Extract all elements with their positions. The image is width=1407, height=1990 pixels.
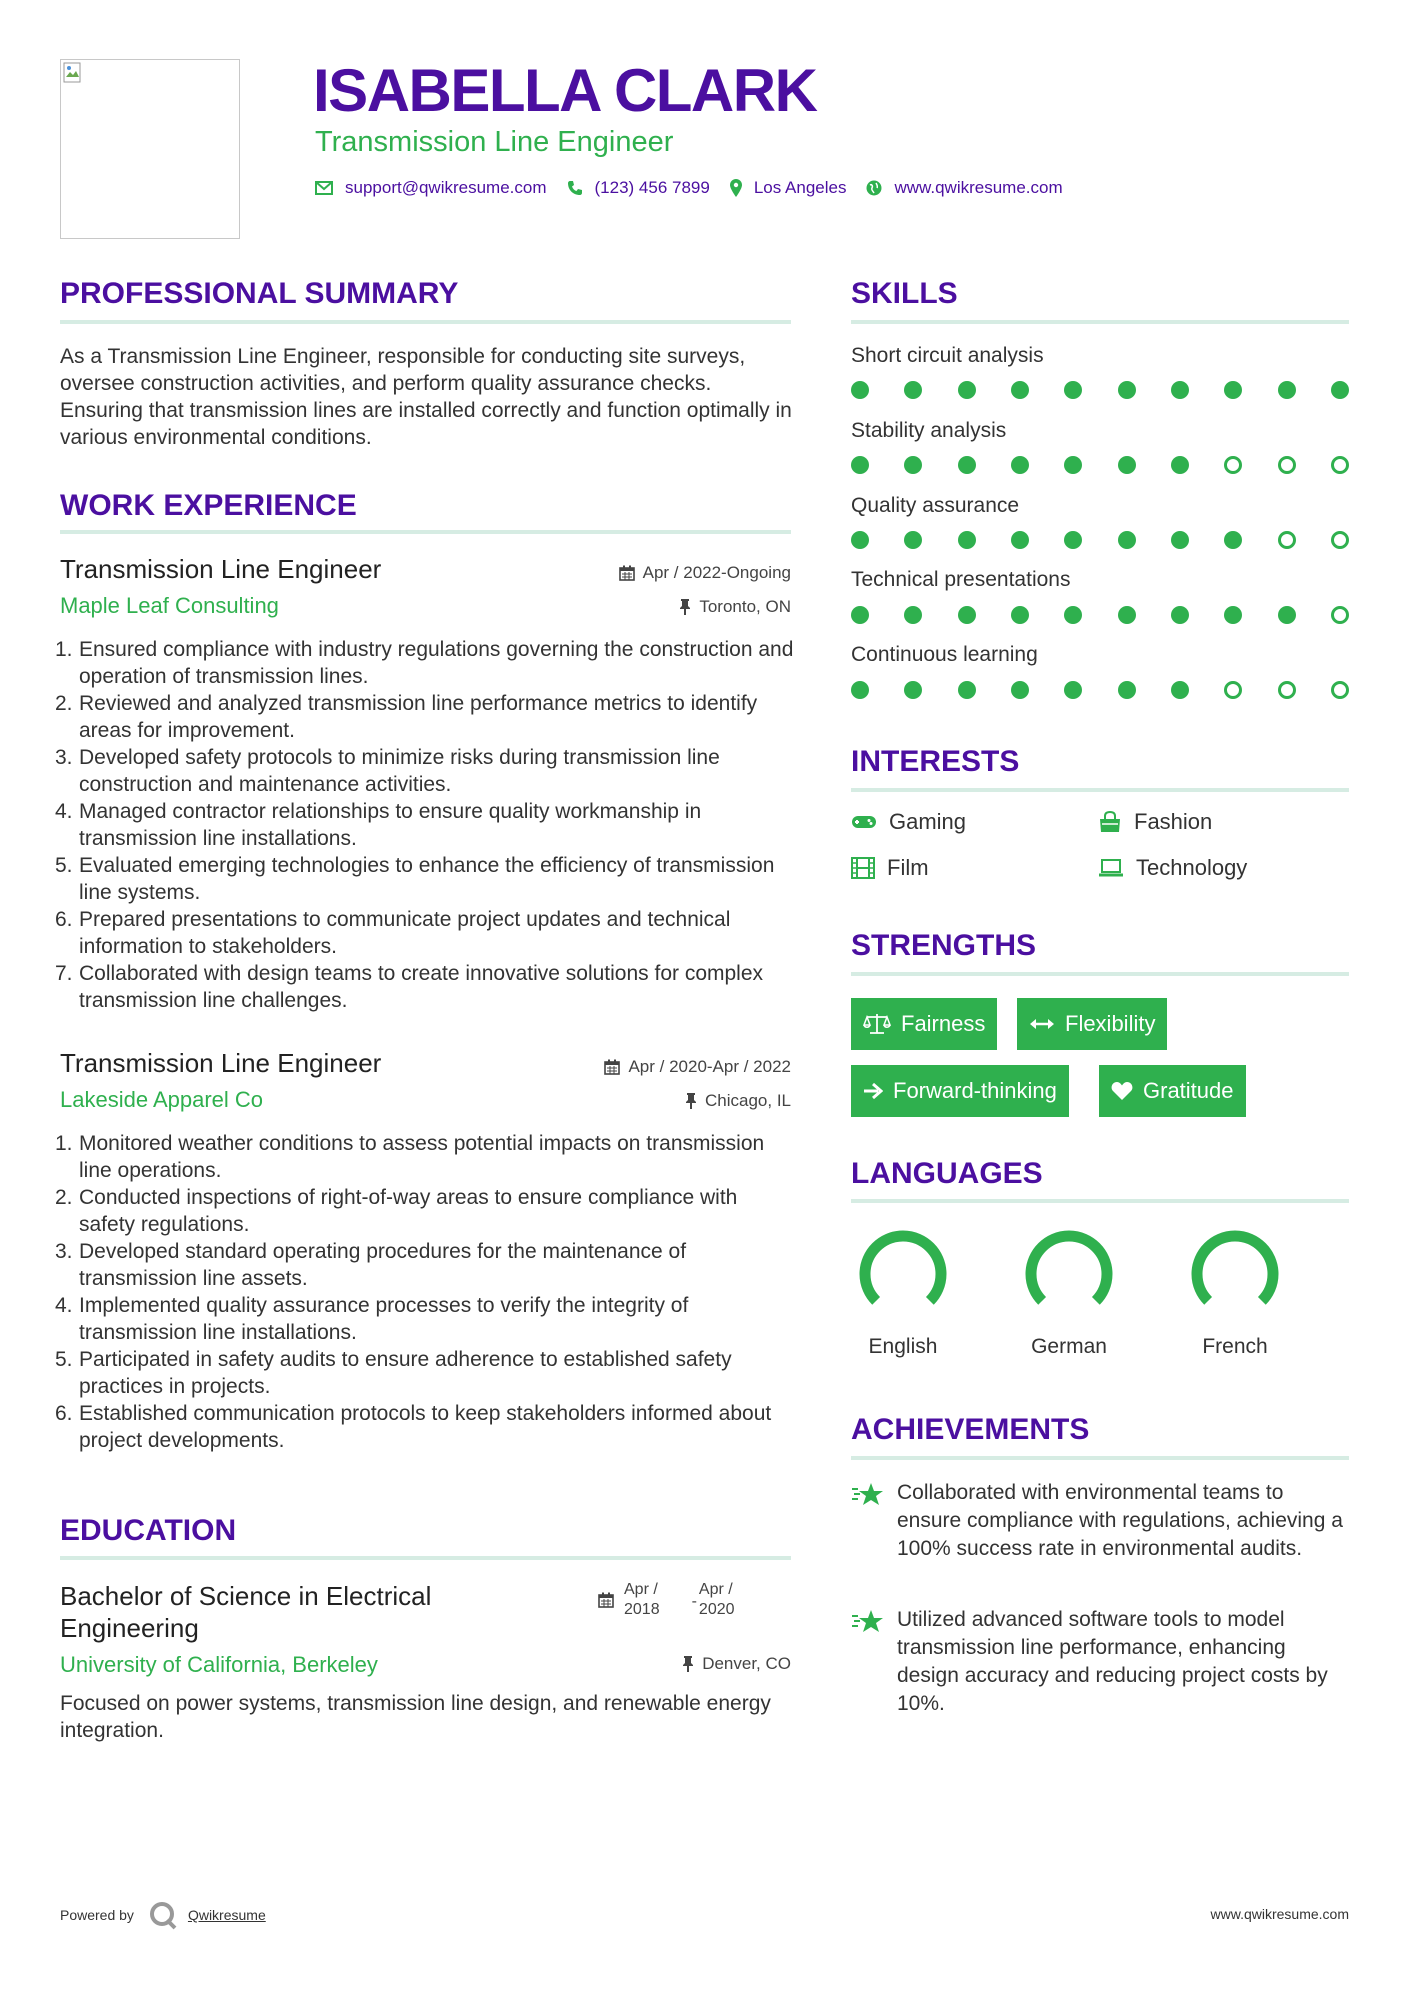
language-ring-arc (1197, 1236, 1273, 1301)
footer-website[interactable]: www.qwikresume.com (1210, 1906, 1349, 1922)
pushpin-icon (679, 599, 691, 615)
calendar-icon (598, 1592, 614, 1608)
job-2-company: Lakeside Apparel Co (60, 1087, 264, 1112)
skill-dot-filled (1011, 531, 1029, 549)
interest-item: Fashion (1098, 808, 1212, 836)
candidate-name: ISABELLA CLARK (313, 57, 817, 124)
list-item: 3. Developed safety protocols to minimize risks during transmission line construction and maintenance activities. (55, 746, 720, 796)
contact-website-text: www.qwikresume.com (894, 178, 1063, 197)
language-name: French (1202, 1335, 1268, 1358)
list-item: 1. Ensured compliance with industry regulations governing the construction and operation of transmission lines. (55, 638, 794, 688)
interests-heading: INTERESTS (851, 745, 1020, 778)
calendar-icon (619, 565, 635, 581)
skill-dot-empty (1331, 531, 1349, 549)
skill-dot-empty (1331, 681, 1349, 699)
strength-badge: Flexibility (1017, 998, 1167, 1050)
skill-dot-filled (1224, 606, 1242, 624)
achievement-item: Collaborated with environmental teams to ensure compliance with regulations, achieving a 100% success rate in environmental audits. (851, 1479, 1351, 1563)
skill-dot-filled (904, 456, 922, 474)
education-date: Apr / 2018 - Apr / 2020 (598, 1580, 735, 1620)
language-ring (1021, 1226, 1117, 1322)
laptop-icon (1098, 859, 1124, 877)
strength-badge: Forward-thinking (851, 1065, 1069, 1117)
envelope-icon (315, 181, 333, 195)
achievements-divider (851, 1456, 1349, 1460)
skill-dot-empty (1331, 606, 1349, 624)
skill-dot-filled (851, 531, 869, 549)
pushpin-icon (682, 1656, 694, 1672)
education-school: University of California, Berkeley (60, 1652, 378, 1677)
education-start: Apr / 2018 (624, 1581, 660, 1618)
education-heading: EDUCATION (60, 1514, 237, 1547)
shopping-bag-icon (1098, 811, 1122, 833)
list-item: 4. Managed contractor relationships to ensure quality workmanship in transmission line installations. (55, 800, 702, 850)
skill-rating (851, 456, 1349, 476)
achievement-item: Utilized advanced software tools to model transmission line performance, enhancing design accuracy and reducing project costs by 10%. (851, 1606, 1351, 1718)
skill-dot-filled (1171, 606, 1189, 624)
list-item: 2. Conducted inspections of right-of-way areas to ensure compliance with safety regulations. (55, 1186, 738, 1236)
summary-divider (60, 320, 791, 324)
job-2-location (685, 1090, 791, 1112)
skill-dot-filled (1064, 381, 1082, 399)
contact-website[interactable] (866, 178, 1062, 198)
skill-dot-filled (904, 381, 922, 399)
education-end: Apr / 2020 (698, 1581, 735, 1618)
skill-dot-filled (958, 606, 976, 624)
skill-dot-empty (1278, 531, 1296, 549)
skill-dot-filled (1118, 531, 1136, 549)
skill-dot-filled (1171, 381, 1189, 399)
language-name: German (1031, 1335, 1107, 1358)
strengths-heading: STRENGTHS (851, 929, 1037, 962)
skill-dot-filled (1171, 456, 1189, 474)
skill-dot-filled (1011, 681, 1029, 699)
skill-dot-filled (1278, 606, 1296, 624)
skill-dot-filled (958, 531, 976, 549)
contact-location-text: Los Angeles (753, 178, 847, 197)
job-1-date (619, 562, 791, 584)
skill-dot-filled (1224, 531, 1242, 549)
contact-email[interactable] (315, 178, 547, 198)
list-item: 7. Collaborated with design teams to create innovative solutions for complex transmission line challenges. (55, 962, 764, 1012)
contact-bar (315, 178, 1083, 198)
interests-divider (851, 788, 1349, 792)
skill-dot-filled (851, 681, 869, 699)
footer-powered-by (60, 1900, 266, 1930)
skill-label: Quality assurance (851, 494, 1020, 517)
job-1-location-text: Toronto, ON (699, 597, 791, 616)
job-2-bullets (55, 1130, 795, 1454)
language-ring (855, 1226, 951, 1322)
list-item: 5. Participated in safety audits to ensure adherence to established safety practices in projects. (55, 1348, 732, 1398)
language-ring-arc (1031, 1236, 1107, 1301)
languages-heading: LANGUAGES (851, 1157, 1043, 1190)
skill-dot-filled (1011, 381, 1029, 399)
education-description: Focused on power systems, transmission line design, and renewable energy integration. (60, 1692, 771, 1742)
achievements-heading: ACHIEVEMENTS (851, 1413, 1090, 1446)
language-item (1175, 1226, 1295, 1360)
job-2-title: Transmission Line Engineer (60, 1048, 382, 1078)
summary-text: As a Transmission Line Engineer, responsible for conducting site surveys, oversee construction activities, and perform quality assurance checks. Ensuring that transmission lines are installed correctly and function optimally in various environmental conditions. (60, 345, 792, 449)
skill-dot-filled (1064, 681, 1082, 699)
skill-rating (851, 681, 1349, 701)
broken-image-icon (63, 62, 83, 84)
strength-badge: Fairness (851, 998, 997, 1050)
calendar-icon (604, 1059, 620, 1075)
phone-icon (567, 180, 583, 196)
education-location-text: Denver, CO (702, 1654, 791, 1673)
language-name: English (868, 1335, 938, 1358)
list-item: 1. Monitored weather conditions to assess potential impacts on transmission line operations. (55, 1132, 765, 1182)
skill-rating (851, 606, 1349, 626)
degree-line-2: Engineering (60, 1613, 199, 1643)
strengths-divider (851, 972, 1349, 976)
skill-label: Stability analysis (851, 419, 1007, 442)
profile-photo (60, 59, 240, 239)
contact-phone-text: (123) 456 7899 (594, 178, 710, 197)
education-divider (60, 1556, 791, 1560)
skill-dot-filled (904, 531, 922, 549)
skill-label: Continuous learning (851, 643, 1038, 666)
list-item: 5. Evaluated emerging technologies to enhance the efficiency of transmission line systems. (55, 854, 775, 904)
skill-dot-filled (851, 381, 869, 399)
job-1-bullets (55, 636, 795, 1014)
star-award-icon (851, 1608, 885, 1634)
skill-dot-filled (1224, 381, 1242, 399)
language-ring (1187, 1226, 1283, 1322)
list-item: 2. Reviewed and analyzed transmission line performance metrics to identify areas for improvement. (55, 692, 758, 742)
skill-dot-empty (1278, 681, 1296, 699)
work-divider (60, 530, 791, 534)
list-item: 6. Established communication protocols to keep stakeholders informed about project developments. (55, 1402, 772, 1452)
job-2-location-text: Chicago, IL (705, 1091, 791, 1110)
skill-rating (851, 381, 1349, 401)
balance-scale-icon (863, 1013, 891, 1035)
skill-label: Technical presentations (851, 568, 1071, 591)
language-item (1009, 1226, 1129, 1360)
contact-phone[interactable] (567, 178, 710, 198)
skill-dot-filled (1064, 531, 1082, 549)
skill-dot-filled (1171, 681, 1189, 699)
job-2-date-text: Apr / 2020-Apr / 2022 (628, 1057, 791, 1076)
skill-dot-empty (1331, 456, 1349, 474)
film-icon (851, 857, 875, 879)
contact-location[interactable] (730, 178, 847, 198)
qwikresume-logo-icon (148, 1900, 178, 1930)
interest-item: Technology (1098, 854, 1247, 882)
skill-dot-filled (1278, 381, 1296, 399)
education-location (682, 1653, 791, 1675)
skill-dot-filled (851, 606, 869, 624)
skill-dot-filled (1171, 531, 1189, 549)
star-award-icon (851, 1481, 885, 1507)
skill-dot-filled (904, 681, 922, 699)
skill-dot-filled (851, 456, 869, 474)
interest-item: Film (851, 854, 929, 882)
job-1-company: Maple Leaf Consulting (60, 593, 279, 618)
skill-dot-filled (958, 456, 976, 474)
skill-dot-empty (1224, 456, 1242, 474)
globe-icon (866, 180, 882, 196)
job-1-location (679, 596, 791, 618)
list-item: 3. Developed standard operating procedures for the maintenance of transmission line assets. (55, 1240, 687, 1290)
skill-dot-filled (1011, 606, 1029, 624)
skill-dot-filled (1064, 456, 1082, 474)
skill-dot-filled (1118, 456, 1136, 474)
pushpin-icon (685, 1093, 697, 1109)
skill-dot-empty (1278, 456, 1296, 474)
languages-divider (851, 1199, 1349, 1203)
skills-heading: SKILLS (851, 277, 958, 310)
skill-dot-filled (1064, 606, 1082, 624)
brand-link[interactable]: Qwikresume (187, 1907, 266, 1923)
job-1-date-text: Apr / 2022-Ongoing (642, 563, 791, 582)
skill-dot-filled (1118, 681, 1136, 699)
candidate-title: Transmission Line Engineer (315, 126, 674, 158)
job-1-title: Transmission Line Engineer (60, 554, 382, 584)
work-heading: WORK EXPERIENCE (60, 489, 357, 522)
language-item (843, 1226, 963, 1360)
skill-dot-filled (1118, 606, 1136, 624)
skill-dot-filled (958, 681, 976, 699)
powered-by-text: Powered by (60, 1907, 134, 1923)
degree-line-1: Bachelor of Science in Electrical (60, 1581, 432, 1611)
skill-dot-filled (904, 606, 922, 624)
skill-dot-filled (1118, 381, 1136, 399)
map-pin-icon (730, 179, 742, 197)
skill-dot-filled (1331, 381, 1349, 399)
skill-dot-empty (1224, 681, 1242, 699)
skill-rating (851, 531, 1349, 551)
job-2-date (604, 1056, 791, 1078)
arrows-horizontal-icon (1029, 1017, 1055, 1031)
skills-divider (851, 320, 1349, 324)
skill-dot-filled (958, 381, 976, 399)
education-degree (60, 1580, 500, 1644)
summary-heading: PROFESSIONAL SUMMARY (60, 277, 459, 310)
list-item: 4. Implemented quality assurance processes to verify the integrity of transmission line installations. (55, 1294, 689, 1344)
heart-icon (1111, 1081, 1133, 1101)
list-item: 6. Prepared presentations to communicate project updates and technical information to stakeholders. (55, 908, 731, 958)
skill-dot-filled (1011, 456, 1029, 474)
arrow-right-icon (863, 1082, 883, 1100)
gamepad-icon (851, 813, 877, 831)
strength-badge: Gratitude (1099, 1065, 1246, 1117)
interest-item: Gaming (851, 808, 966, 836)
contact-email-text: support@qwikresume.com (345, 178, 547, 197)
skill-label: Short circuit analysis (851, 344, 1044, 367)
language-ring-arc (865, 1236, 941, 1301)
